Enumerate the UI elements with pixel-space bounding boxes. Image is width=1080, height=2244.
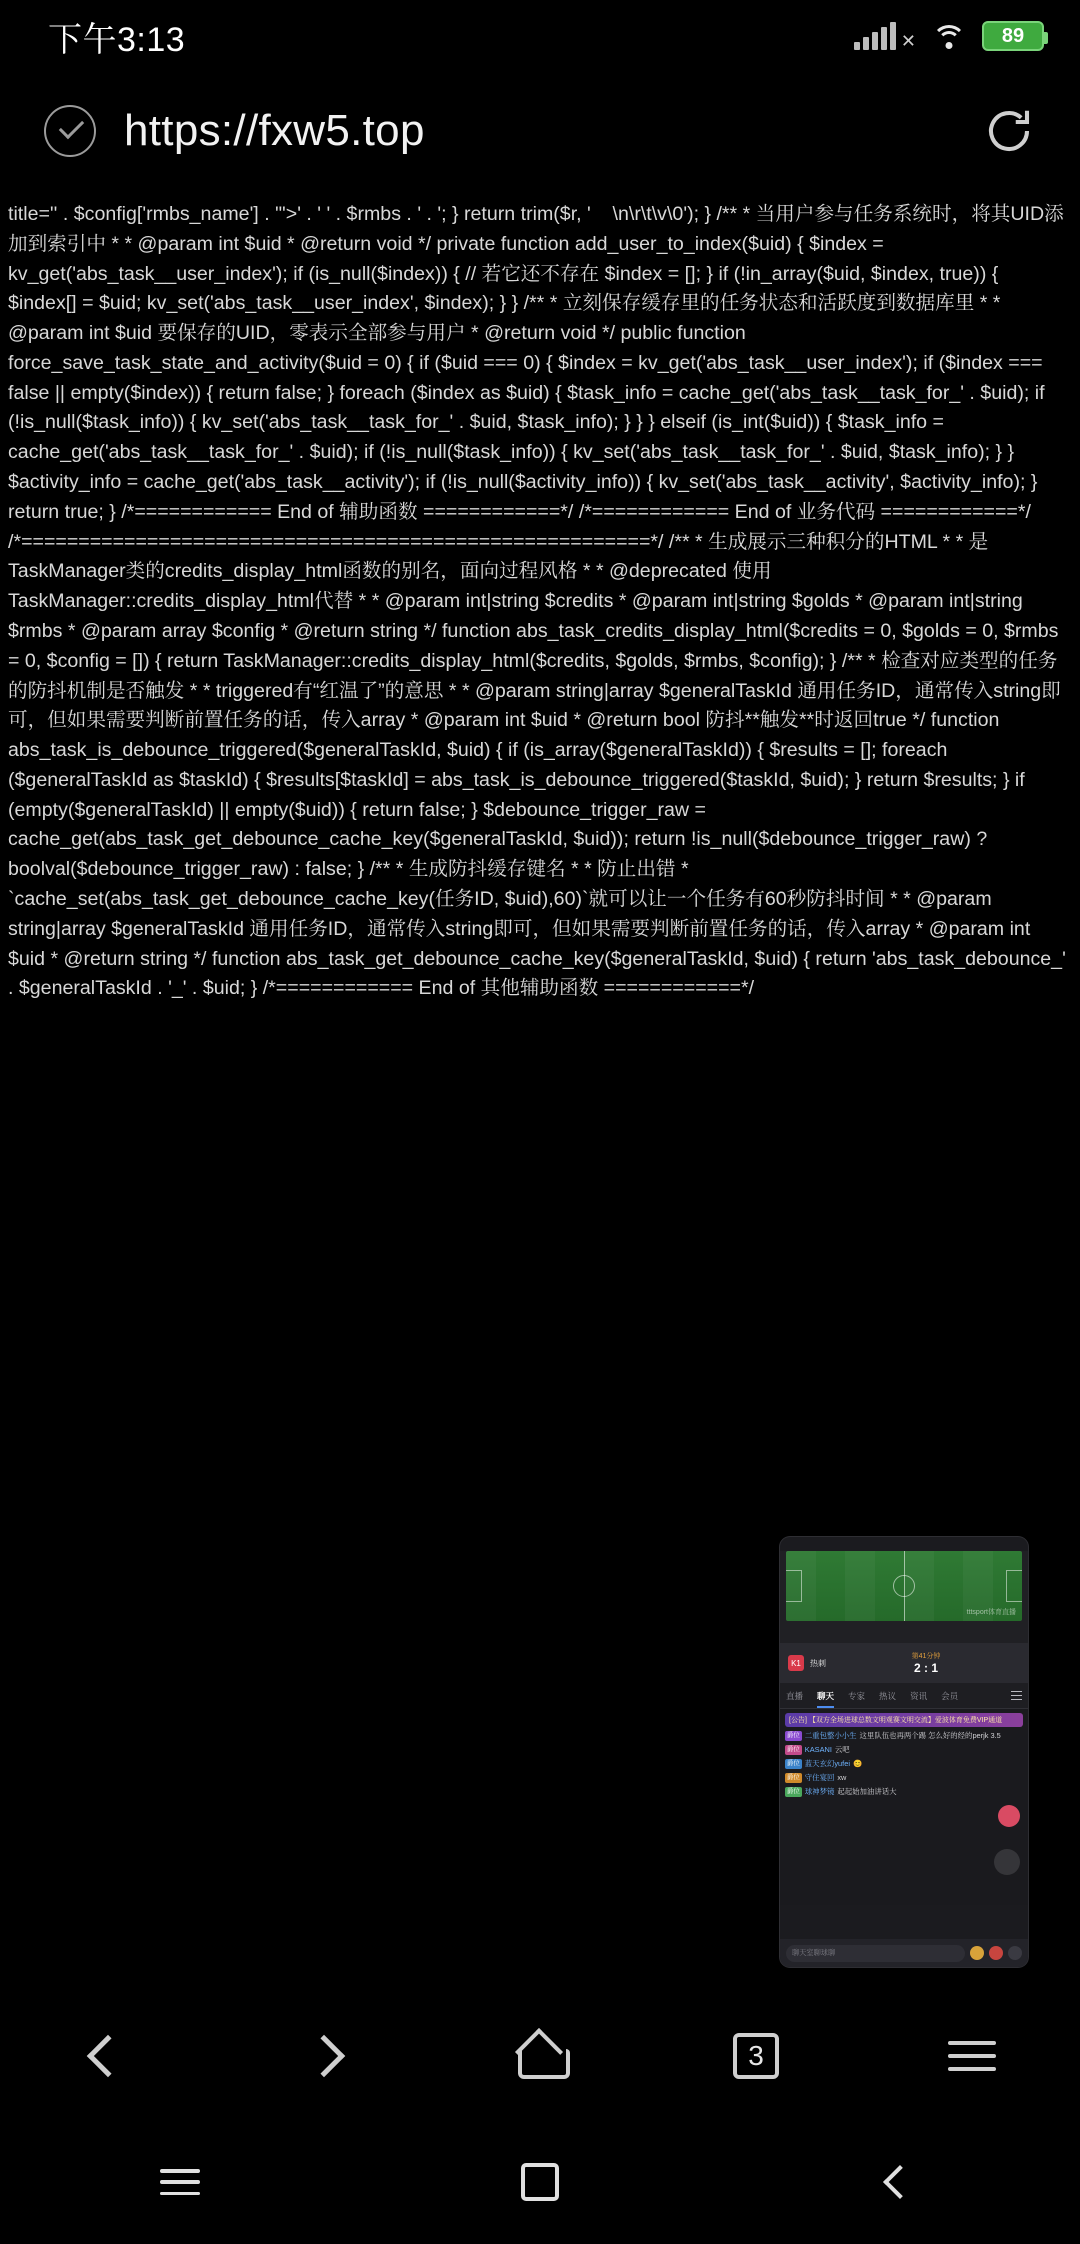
chat-input[interactable]: 聊天室聊球聊 bbox=[786, 1945, 965, 1962]
tab-discussion[interactable]: 热议 bbox=[879, 1690, 897, 1701]
forward-button[interactable] bbox=[264, 1992, 384, 2120]
list-item bbox=[785, 1773, 1023, 1783]
floating-video-player[interactable] bbox=[780, 1537, 1028, 1967]
chat-tag: 爵位 bbox=[787, 1788, 800, 1795]
avatar[interactable] bbox=[998, 1805, 1020, 1827]
hamburger-icon[interactable] bbox=[1011, 1691, 1022, 1700]
reload-icon[interactable] bbox=[982, 104, 1036, 158]
android-nav-bar[interactable] bbox=[0, 2120, 1080, 2244]
chat-message: 😊 bbox=[852, 1759, 863, 1768]
chat-user: 守住宴回 bbox=[804, 1773, 835, 1782]
gift-icon[interactable] bbox=[989, 1946, 1003, 1960]
chat-list[interactable] bbox=[780, 1709, 1028, 1905]
status-icons bbox=[854, 21, 1044, 51]
status-bar bbox=[0, 0, 1080, 72]
chat-user: KASANI bbox=[804, 1745, 832, 1754]
tab-news[interactable]: 资讯 bbox=[910, 1690, 928, 1701]
android-home-button[interactable] bbox=[460, 2120, 620, 2244]
tab-chat[interactable]: 聊天 bbox=[817, 1690, 835, 1701]
home-icon bbox=[518, 2037, 562, 2075]
tab-live[interactable]: 直播 bbox=[786, 1690, 804, 1701]
chat-user: 球神梦镜 bbox=[804, 1787, 835, 1796]
back-button[interactable] bbox=[48, 1992, 168, 2120]
tab-switcher-button[interactable] bbox=[696, 1992, 816, 2120]
chat-user: 蓝天玄幻yufei bbox=[804, 1759, 850, 1768]
video-watermark: tttsport体育直播 bbox=[966, 1609, 1016, 1616]
shield-check-icon[interactable] bbox=[44, 105, 96, 157]
match-state: 第41分钟 bbox=[911, 1653, 941, 1660]
chat-tag: 爵位 bbox=[787, 1732, 800, 1739]
back-chevron-icon bbox=[87, 2035, 129, 2077]
home-team-name: 热刺 bbox=[810, 1658, 826, 1668]
chat-announcement: [公告] 【双方全场进球总数文明观赛文明交流】爱波体育免费VIP通道 bbox=[785, 1713, 1023, 1727]
match-score-bar bbox=[780, 1643, 1028, 1683]
chat-message: 起起始加油讲话大 bbox=[837, 1787, 897, 1796]
list-item bbox=[785, 1787, 1023, 1797]
chat-message: xw bbox=[837, 1773, 847, 1782]
more-icon[interactable] bbox=[1008, 1946, 1022, 1960]
url-bar[interactable] bbox=[0, 72, 1080, 190]
browser-menu-button[interactable] bbox=[912, 1992, 1032, 2120]
recent-apps-icon bbox=[160, 2169, 200, 2195]
recent-apps-button[interactable] bbox=[100, 2120, 260, 2244]
cellular-signal-icon: ✕ bbox=[854, 22, 916, 50]
tab-expert[interactable]: 专家 bbox=[848, 1690, 866, 1701]
chat-tag: 爵位 bbox=[787, 1746, 800, 1753]
football-pitch bbox=[786, 1551, 1022, 1621]
forward-chevron-icon bbox=[303, 2035, 345, 2077]
chat-message: 这里队伍也再两个踢 怎么好的经的perjk 3.5 bbox=[859, 1731, 1001, 1740]
emoji-icon[interactable] bbox=[970, 1946, 984, 1960]
list-item bbox=[785, 1731, 1023, 1741]
chat-tag: 爵位 bbox=[787, 1760, 800, 1767]
battery-icon bbox=[982, 21, 1044, 51]
chat-message: 云吧 bbox=[834, 1745, 850, 1754]
chat-user: 二重包整小小生 bbox=[804, 1731, 857, 1740]
chat-tag: 爵位 bbox=[787, 1774, 800, 1781]
page-body-text: title='' . $config['rmbs_name'] . "'>' . ' ' . $rmbs . ' . '; } return trim($r, ' \n\r\t\v\0'); } /** * 当用户参与任务系统时，将其UID添加到索引中 * * @param int $uid * @return void */ private function add_user_to_index($uid) { $index = kv_get('abs_task__user_index'); if (is_null($index)) { // 若它还不存在 $index = []; } if (!in_array($uid, $index, true)) { $index[] = $uid; kv_set('abs_task__user_index', $index); } } /** * 立刻保存缓存里的任务状态和活跃度到数据库里 * * @param int $uid 要保存的UID，零表示全部参与用户 * @return void */ public function force_save_task_state_and_activity($uid = 0) { if ($uid === 0) { $index = kv_get('abs_task__user_index'); if ($index === false || empty($index)) { return false; } foreach ($index as $uid) { $task_info = cache_get('abs_task__task_for_' . $uid); if (!is_null($task_info)) { kv_set('abs_task__task_for_' . $uid, $task_info); } } } elseif (is_int($uid)) { $task_info = cache_get('abs_task__task_for_' . $uid); if (!is_null($task_info)) { kv_set('abs_task__task_for_' . $uid, $task_info); } } $activity_info = cache_get('abs_task__activity'); if (!is_null($activity_info)) { kv_set('abs_task__activity', $activity_info); } return true; } /*============ End of 辅助函数 ============*/ /*============ End of 业务代码 ============*/ /*=======================================================*/ /** * 生成展示三种积分的HTML * * 是TaskManager类的credits_display_html函数的别名，面向过程风格 * * @deprecated 使用TaskManager::credits_display_html代替 * * @param int|string $credits * @param int|string $golds * @param int|string $rmbs * @param array $config * @return string */ function abs_task_credits_display_html($credits = 0, $golds = 0, $rmbs = 0, $config = []) { return TaskManager::credits_display_html($credits, $golds, $rmbs, $config); } /** * 检查对应类型的任务的防抖机制是否触发 * * triggered有“红温了”的意思 * * @param string|array $generalTaskId 通用任务ID，通常传入string即可，但如果需要判断前置任务的话，传入array * @param int $uid * @return bool 防抖**触发**时返回true */ function abs_task_is_debounce_triggered($generalTaskId, $uid) { if (is_array($generalTaskId)) { $results = []; foreach ($generalTaskId as $taskId) { $results[$taskId] = abs_task_is_debounce_triggered($taskId, $uid); } return $results; } if (empty($generalTaskId) || empty($uid)) { return false; } $debounce_trigger_raw = cache_get(abs_task_get_debounce_cache_key($generalTaskId, $uid)); return !is_null($debounce_trigger_raw) ? boolval($debounce_trigger_raw) : false; } /** * 生成防抖缓存键名 * * 防止出错 * `cache_set(abs_task_get_debounce_cache_key(任务ID, $uid),60)`就可以让一个任务有60秒防抖时间 * * @param string|array $generalTaskId 通用任务ID，通常传入string即可，但如果需要判断前置任务的话，传入array * @param int $uid * @return string */ function abs_task_get_debounce_cache_key($generalTaskId, $uid) { return 'abs_task_debounce_' . $generalTaskId . '_' . $uid; } /*============ End of 其他辅助函数 ============*/ bbox=[8, 203, 1072, 1000]
url-text[interactable]: https://fxw5.top bbox=[124, 106, 425, 155]
tab-count-label: 3 bbox=[733, 2033, 779, 2079]
home-team-badge: K1 bbox=[788, 1655, 804, 1671]
chat-input-bar[interactable] bbox=[780, 1939, 1028, 1967]
wifi-icon bbox=[932, 23, 966, 49]
android-back-button[interactable] bbox=[820, 2120, 980, 2244]
list-item bbox=[785, 1745, 1023, 1755]
float-action-button[interactable] bbox=[994, 1849, 1020, 1875]
home-button[interactable] bbox=[480, 1992, 600, 2120]
browser-toolbar[interactable] bbox=[0, 1992, 1080, 2120]
menu-icon bbox=[948, 2041, 996, 2071]
match-score: 2 : 1 bbox=[913, 1661, 938, 1675]
home-square-icon bbox=[521, 2163, 559, 2201]
battery-level: 89 bbox=[1001, 24, 1025, 47]
back-icon bbox=[883, 2165, 917, 2199]
list-item bbox=[785, 1759, 1023, 1769]
video-area[interactable] bbox=[780, 1551, 1028, 1643]
pip-tab-bar[interactable] bbox=[780, 1683, 1028, 1709]
tab-member[interactable]: 会员 bbox=[941, 1690, 959, 1701]
status-time: 下午3:13 bbox=[48, 20, 186, 59]
score-center bbox=[832, 1651, 1020, 1675]
